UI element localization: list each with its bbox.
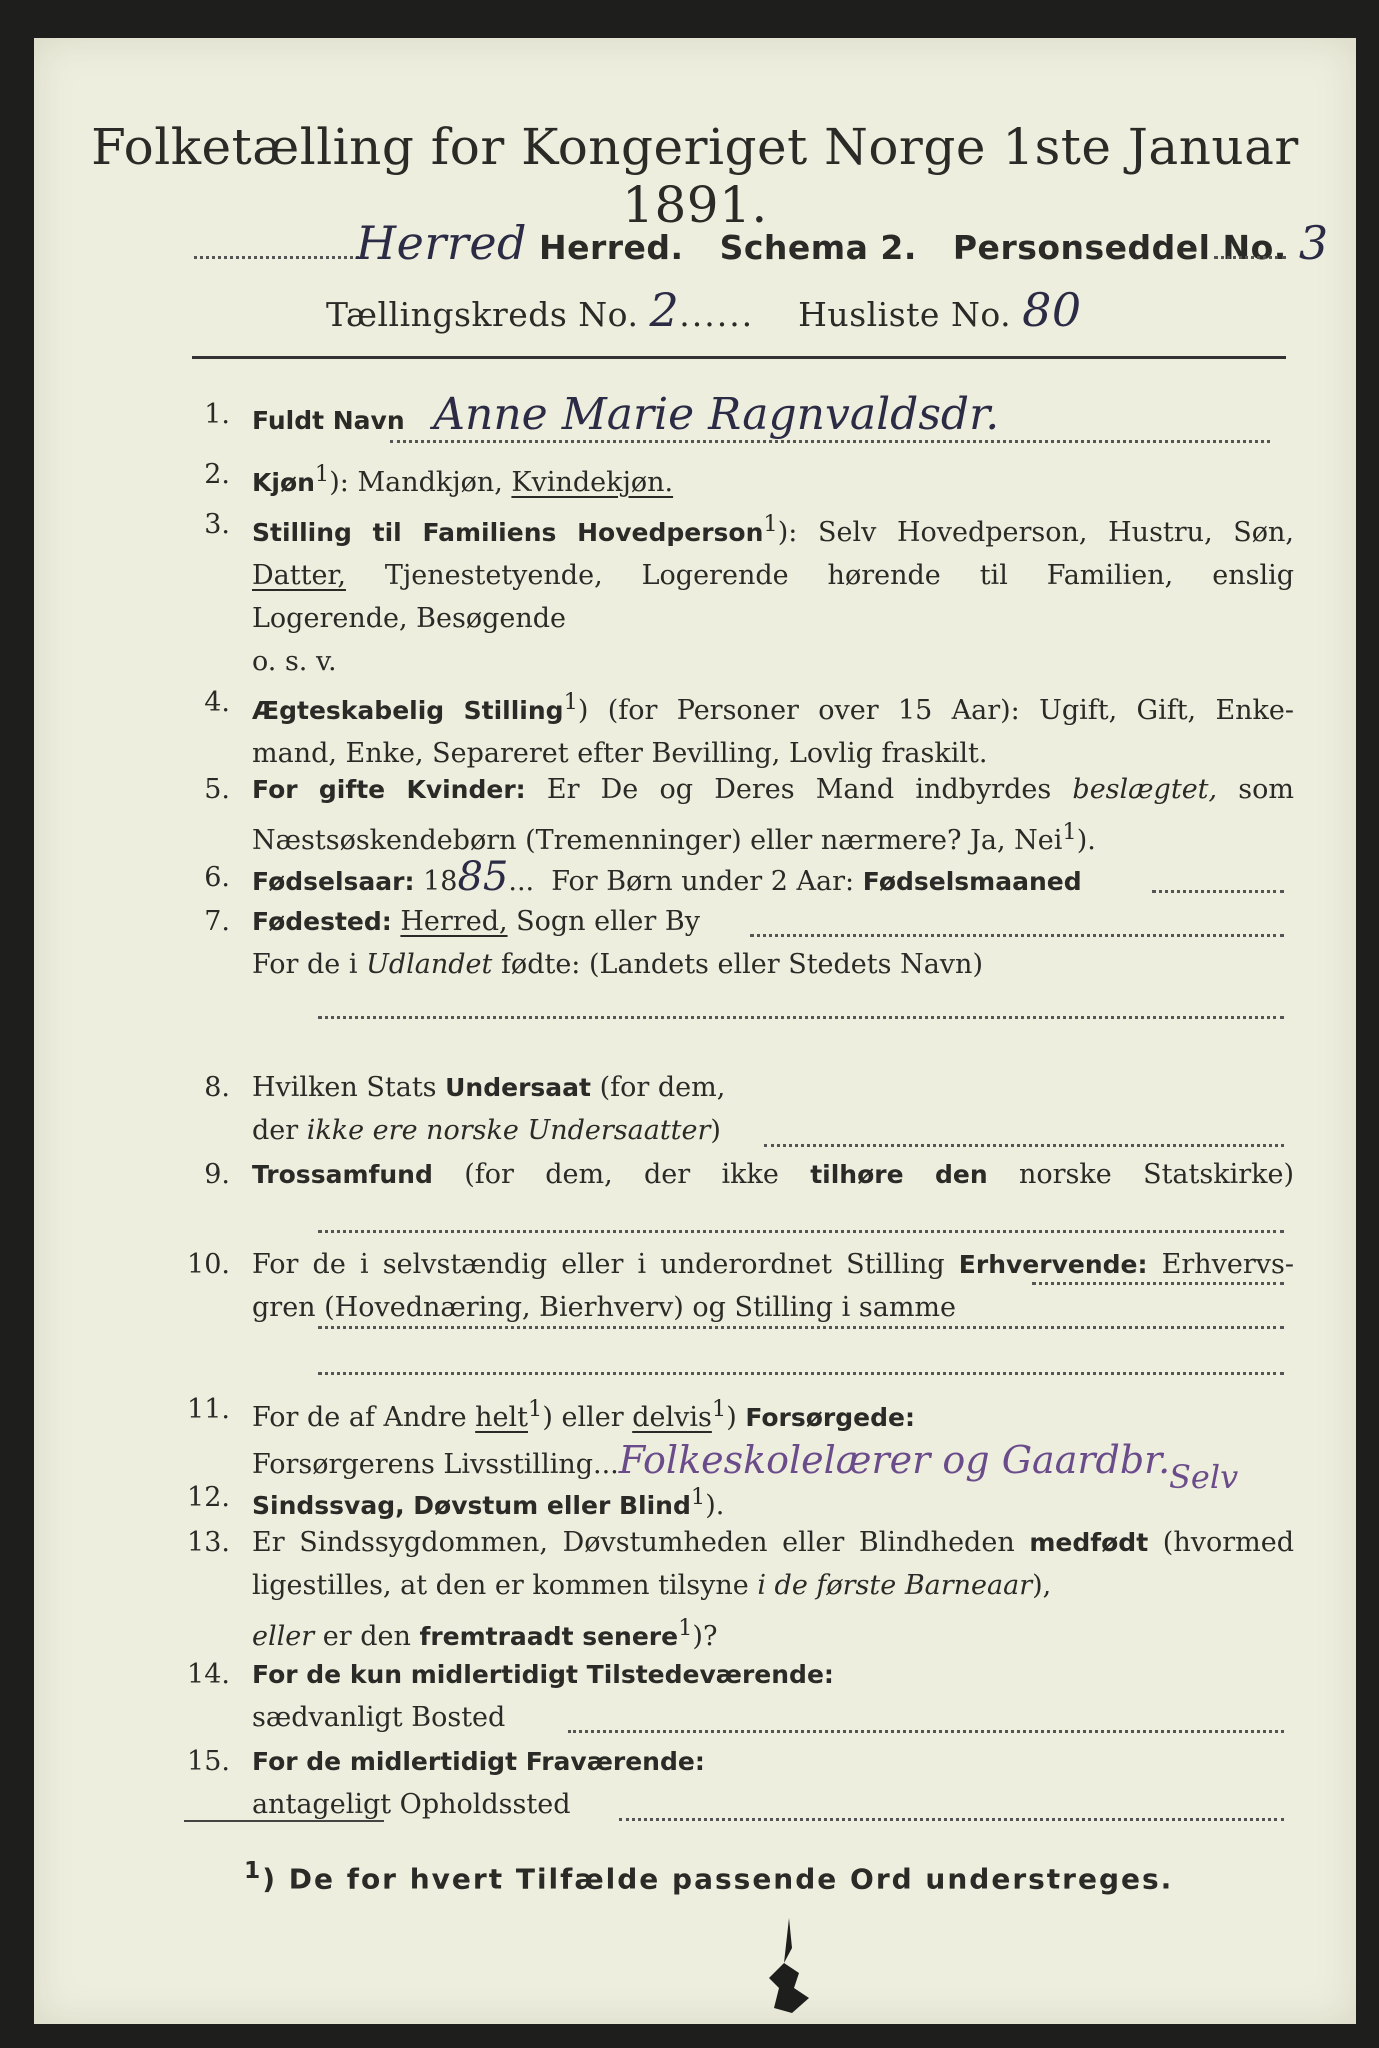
kjon-options: ): Mandkjøn, <box>329 467 512 498</box>
herred-label: Herred. <box>539 228 684 267</box>
kreds-value: 2 <box>649 283 680 337</box>
trossamfund-bold: tilhøre den <box>810 1160 988 1189</box>
item-number: 1. <box>204 399 230 430</box>
footnote <box>244 1856 1173 1895</box>
trossamfund-text: (for dem, der ikke <box>432 1159 811 1190</box>
senere-pre: er den <box>314 1621 420 1652</box>
header-rule <box>192 356 1286 359</box>
dotted-line <box>764 1144 1284 1147</box>
item-number: 11. <box>187 1394 230 1425</box>
dotted-line <box>318 1230 1284 1233</box>
udland-italic: Udlandet <box>366 949 493 980</box>
gifte-end-2: ). <box>1076 825 1096 856</box>
tilstede-label: For de kun midlertidigt Tilstedeværende: <box>252 1660 834 1689</box>
dotted-line <box>1032 1282 1284 1285</box>
medfodt-label: medfødt <box>1029 1528 1149 1557</box>
item-number: 8. <box>204 1072 230 1103</box>
erhverv-text-2: gren (Hovednæring, Bierhverv) og Stilling i samme <box>252 1292 957 1323</box>
gifte-italic: beslægtet, <box>1072 774 1218 805</box>
trossamfund-label: Trossamfund <box>252 1160 433 1189</box>
fodested-selected: Herred, <box>400 906 508 937</box>
gifte-end: som <box>1217 774 1295 805</box>
senere-italic: eller <box>252 1621 315 1652</box>
born-text: For Børn under 2 Aar: <box>551 866 855 897</box>
footnote-text: ) De for hvert Tilfælde passende Ord understreges. <box>262 1862 1174 1896</box>
undersaat-italic: ikke ere norske Undersaatter <box>306 1115 711 1146</box>
erhverv-label: Erhvervende: <box>958 1250 1148 1279</box>
dotted-line <box>1152 890 1284 893</box>
item-number: 15. <box>187 1746 230 1777</box>
livsstilling-answer-2: Selv <box>1169 1458 1239 1496</box>
aegteskab-options: ) (for Personer over 15 Aar): Ugift, Gift, Enke- <box>577 695 1295 726</box>
item-number: 14. <box>187 1659 230 1690</box>
item-number: 5. <box>204 774 230 805</box>
fodselsaar-prefix: 18 <box>423 866 458 897</box>
forsorgede-delvis: delvis <box>632 1402 712 1433</box>
gifte-label: gifte Kvinder: <box>318 775 526 804</box>
footnote-mark: 1 <box>314 461 330 487</box>
footnote-mark: 1 <box>678 1615 693 1641</box>
medfodt-pre-2: ligestilles, at den er kommen tilsyne <box>252 1570 758 1601</box>
item-number: 9. <box>204 1159 230 1190</box>
schema-label: Schema 2. <box>719 228 917 267</box>
dotted-line <box>750 934 1284 937</box>
herred-handwritten: Herred <box>356 216 527 270</box>
stilling-selected: Datter, <box>252 560 346 591</box>
fodselsmaaned-label: Fødselsmaaned <box>862 867 1082 896</box>
aegteskab-options-2: mand, Enke, Separeret efter Bevilling, Lovlig fraskilt. <box>252 738 988 769</box>
fuldt-navn-answer: Anne Marie Ragnvaldsdr. <box>433 389 1000 440</box>
stilling-options-3: Logerende, Besøgende <box>252 603 566 634</box>
dotted-line <box>1214 256 1286 259</box>
livsstilling-answer: Folkeskolelærer og Gaardbr. <box>618 1438 1171 1482</box>
husliste-value: 80 <box>1022 283 1082 337</box>
kjon-selected: Kvindekjøn. <box>511 467 674 498</box>
senere-label: fremtraadt senere <box>419 1622 679 1651</box>
census-form: Folketælling for Kongeriget Norge 1ste Januar 1891. Herred Herred. Schema 2. Personseddel No. 3 Tællingskreds No. 2...... Husliste No. 80 1. Fuldt Navn Anne Marie Ragnvaldsdr. 2. Kjøn$^1$): Mandkjøn, Kvindekjøn. 3. Stilling til Familiens Hovedperson$^1$): Selv Hovedperson, Hustru, Søn, Datter, Tjenestetyende, Logerende hørende til Familien, enslig Logerende, Besøgende o. s. v. 4. Ægteskabelig Stilling$^1$) (for Personer over 15 Aar): Ugift, Gift, Enke- mand, Enke, Separeret efter Bevilling, Lovlig fraskilt. 5. For gifte Kvinder: Er De og Deres Mand indbyrdes beslægtet, som Næstsøskendebørn (Tremenninger) eller nærmere? Ja, Nei$^1$). 6. Fødselsaar: 1885... For Børn under 2 Aar: Fødselsmaaned 7. Fødested: Herred, Sogn eller By For de i Udlandet fødte: (Landets eller Stedets Navn) 8. Hvilken Stats Undersaat (for dem, der ikke ere norske Undersaatter) 9. Trossamfund (for dem, der ikke tilhøre den norske Statskirke) 10. For de i selvstændig eller i underordnet Stilling Erhvervende: Erhvervs- gren (Hovednæring, Bierhverv) og Stilling i samme 11. For de af Andre helt$^1$) eller delvis$^1$) Forsørgede: Forsørgerens Livsstilling...Folkeskolelærer og Gaardbr. Selv 12. Sindssvag, Døvstum eller Blind$^1$). 13. Er Sindssygdommen, Døvstumheden eller Blindheden medfødt (hvormed ligestilles, at den er kommen tilsyne i de første Barneaar), eller er den fremtraadt senere$^1$)? 14. For de kun midlertidigt Tilstedeværende: sædvanligt Bosted 15. For de midlertidigt Fraværende: antageligt Opholdssted $^1$) De for hvert Tilfælde passende Ord understreges. <box>34 38 1356 2024</box>
udland-rest: fødte: (Landets eller Stedets Navn) <box>492 949 983 980</box>
dotted-line <box>318 1016 1284 1019</box>
kjon-label: Kjøn <box>252 468 315 497</box>
aegteskab-label: Ægteskabelig Stilling <box>252 696 564 725</box>
undersaat-label: Undersaat <box>445 1073 591 1102</box>
item-number: 6. <box>204 862 230 893</box>
fuldt-navn-label: Fuldt Navn <box>252 406 405 435</box>
dotted-line <box>194 256 359 259</box>
herred-line <box>356 216 1329 270</box>
udland-pre: For de i <box>252 949 367 980</box>
forsorgede-pre: For de af Andre <box>252 1402 476 1433</box>
stilling-options-4: o. s. v. <box>252 646 337 677</box>
item-number: 4. <box>204 687 230 718</box>
dotted-line <box>619 1818 1284 1821</box>
medfodt-pre: Er Sindssygdommen, Døvstumheden eller Blindheden <box>252 1527 1030 1558</box>
fodested-options: Sogn eller By <box>507 906 700 937</box>
item-number: 10. <box>187 1249 230 1280</box>
bosted-label: sædvanligt Bosted <box>252 1702 506 1733</box>
fodested-label: Fødested: <box>252 907 392 936</box>
erhverv-rest: Erhvervs- <box>1147 1249 1294 1280</box>
kreds-label: Tællingskreds No. <box>326 295 639 334</box>
fodselsaar-label: Fødselsaar: <box>252 867 415 896</box>
fodselsaar-answer: 85 <box>457 854 509 900</box>
medfodt-end: (hvormed <box>1148 1527 1294 1558</box>
gifte-text-2: Næstsøskendebørn (Tremenninger) eller nærmere? Ja, Nei <box>252 825 1063 856</box>
item-number: 7. <box>204 906 230 937</box>
footnote-mark: 1 <box>763 511 778 537</box>
dotted-line <box>318 1326 1284 1329</box>
sindssvag-end: ). <box>705 1490 725 1521</box>
kreds-line: Tællingskreds No. 2...... Husliste No. 80 <box>326 283 1082 337</box>
medfodt-end-2: ), <box>1032 1570 1052 1601</box>
undersaat-pre: Hvilken Stats <box>252 1072 446 1103</box>
footnote-mark: 1 <box>244 1856 263 1884</box>
forsorgede-mid: ) eller <box>542 1402 633 1433</box>
stilling-options: ): Selv Hovedperson, Hustru, Søn, <box>777 517 1294 548</box>
opholdssted-label: antageligt Opholdssted <box>252 1789 571 1820</box>
undersaat-end: ) <box>710 1115 721 1146</box>
forsorgede-end: ) <box>726 1402 746 1433</box>
footnote-mark: 1 <box>690 1484 706 1510</box>
erhverv-pre: For de i selvstændig eller i underordnet Stilling <box>252 1249 959 1280</box>
footnote-mark: 1 <box>1062 819 1077 845</box>
dotted-line <box>568 1730 1284 1733</box>
item-number: 13. <box>187 1527 230 1558</box>
sindssvag-label: Sindssvag, Døvstum eller Blind <box>252 1491 691 1520</box>
personseddel-value: 3 <box>1298 216 1329 270</box>
undersaat-rest: (for dem, <box>590 1072 726 1103</box>
husliste-label: Husliste No. <box>798 295 1012 334</box>
forsorgede-label: Forsørgede: <box>745 1403 915 1432</box>
form-title: Folketælling for Kongeriget Norge 1ste Januar 1891. <box>91 118 1299 234</box>
item-number: 2. <box>204 459 230 490</box>
footnote-mark: 1 <box>711 1396 727 1422</box>
trossamfund-rest: norske Statskirke) <box>987 1159 1295 1190</box>
item-number: 12. <box>187 1482 230 1513</box>
gifte-prefix: For <box>252 775 319 804</box>
livsstilling-label: Forsørgerens Livsstilling <box>252 1449 594 1480</box>
fravaerende-label: For de midlertidigt Fraværende: <box>252 1747 705 1776</box>
medfodt-italic: i de første Barneaar <box>757 1570 1033 1601</box>
senere-end: )? <box>692 1621 718 1652</box>
item-number: 3. <box>204 509 230 540</box>
forsorgede-helt: helt <box>475 1402 529 1433</box>
undersaat-pre-2: der <box>252 1115 307 1146</box>
dotted-line <box>390 440 1270 443</box>
personseddel-label: Personseddel No. <box>952 228 1287 267</box>
gifte-text: Er De og Deres Mand indbyrdes <box>525 774 1073 805</box>
stilling-label: Stilling til Familiens Hovedperson <box>252 518 764 547</box>
ink-blot-icon <box>754 1918 824 2024</box>
dotted-line <box>318 1372 1284 1375</box>
footnote-mark: 1 <box>528 1396 543 1422</box>
footnote-mark: 1 <box>563 689 578 715</box>
footnote-rule <box>184 1820 384 1822</box>
stilling-options-2: Tjenestetyende, Logerende hørende til Familien, enslig <box>345 560 1294 591</box>
